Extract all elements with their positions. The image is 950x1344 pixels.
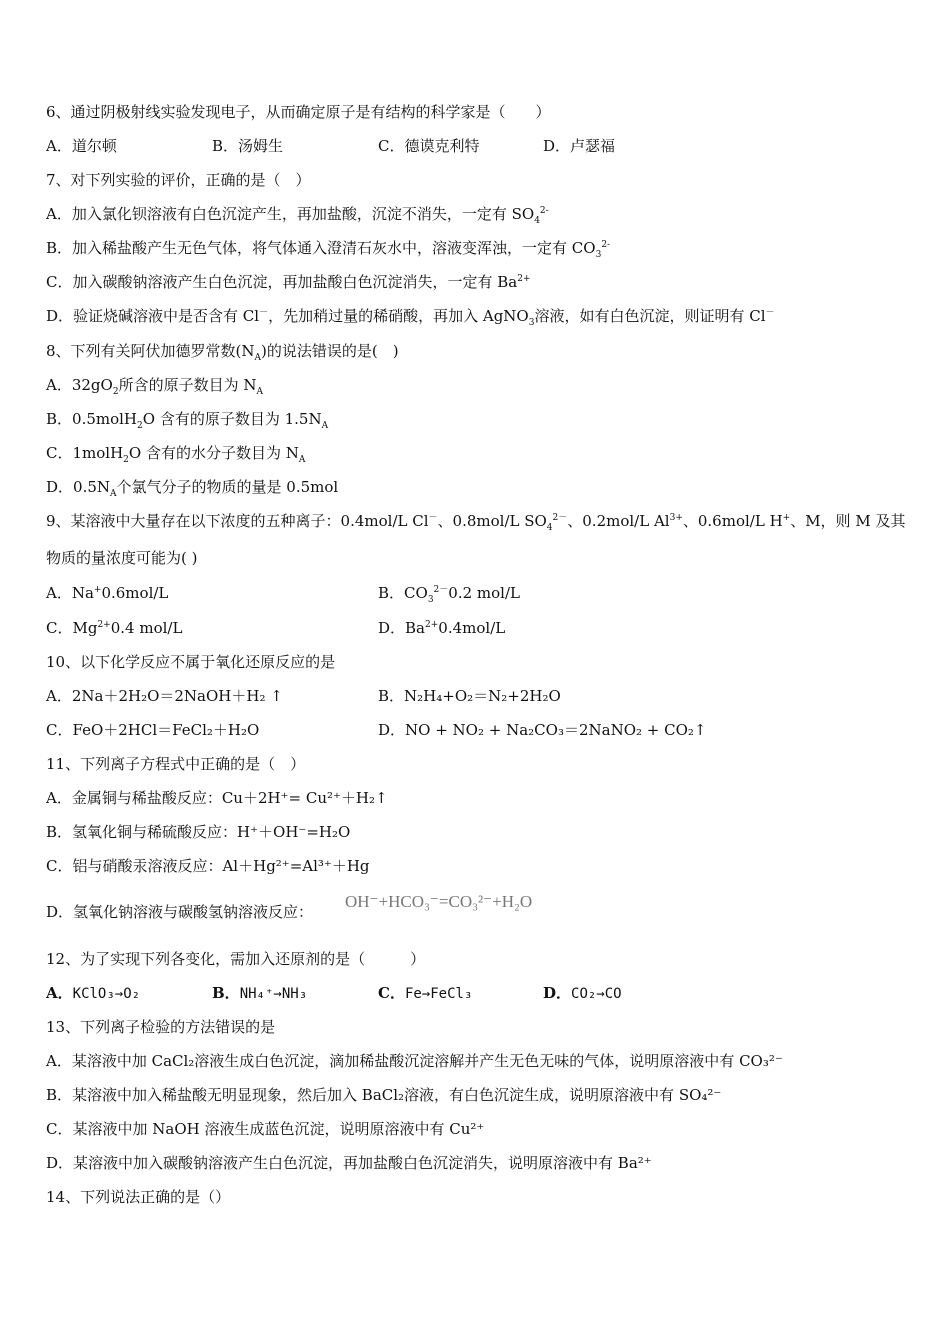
- q12-option-c: C．Fe→FeCl₃: [378, 984, 473, 1002]
- q13-option-a: A．某溶液中加 CaCl₂溶液生成白色沉淀，滴加稀盐酸沉淀溶解并产生无色无味的气体，说明原溶液中有 CO₃²⁻: [46, 1052, 783, 1070]
- question-9-stem: 9、某溶液中大量存在以下浓度的五种离子：0.4mol/L Cl－、0.8mol/L $SO_4^{2-}$、0.2mol/L $Al^{3+}$、0.6mol/L H+、M，则 M 及其: [46, 512, 906, 533]
- q10-option-c: C．FeO＋2HCl＝FeCl₂＋H₂O: [46, 721, 260, 739]
- q10-option-b: B．N₂H₄+O₂＝N₂+2H₂O: [378, 687, 561, 705]
- q8-option-a: A．$32gO_2$所含的原子数目为 $N_A$: [46, 376, 263, 397]
- q8-option-d: D．$0.5N_A$个氯气分子的物质的量是 0.5mol: [46, 478, 339, 499]
- q6-option-b: B．汤姆生: [212, 137, 284, 155]
- q8-option-b: B．0.5molH$_2$O 含有的原子数目为 $1.5N_A$: [46, 410, 329, 431]
- question-11-stem: 11、下列离子方程式中正确的是（ ）: [46, 755, 306, 773]
- question-14-stem: 14、下列说法正确的是（）: [46, 1188, 231, 1206]
- q13-option-c: C．某溶液中加 NaOH 溶液生成蓝色沉淀，说明原溶液中有 Cu²⁺: [46, 1120, 485, 1138]
- q11-option-c: C．铝与硝酸汞溶液反应：Al＋Hg²⁺=Al³⁺＋Hg: [46, 857, 370, 875]
- q10-option-a: A．2Na＋2H₂O＝2NaOH＋H₂ ↑: [46, 687, 283, 705]
- q11-option-d-formula: OH⁻+HCO₃⁻=CO₃²⁻+H₂O: [345, 892, 533, 911]
- q11-option-a: A．金属铜与稀盐酸反应：Cu＋2H⁺= Cu²⁺＋H₂↑: [46, 789, 388, 807]
- q7-option-c: C．加入碳酸钠溶液产生白色沉淀，再加盐酸白色沉淀消失，一定有 $Ba^{2+}$: [46, 273, 531, 291]
- q12-option-d: D．CO₂→CO: [543, 984, 622, 1002]
- q9-option-b: B．$CO_3^{2-}0.2$ mol/L: [378, 584, 520, 605]
- q13-option-d: D．某溶液中加入碳酸钠溶液产生白色沉淀，再加盐酸白色沉淀消失，说明原溶液中有 Ba²⁺: [46, 1154, 652, 1172]
- q7-option-d: D．验证烧碱溶液中是否含有 Cl－，先加稍过量的稀硝酸，再加入 AgNO$_3$溶液，如有白色沉淀，则证明有 Cl－: [46, 307, 775, 328]
- q12-option-a: A．KClO₃→O₂: [46, 984, 141, 1002]
- q10-option-d: D．NO + NO₂ + Na₂CO₃＝2NaNO₂ + CO₂↑: [378, 721, 707, 739]
- question-6-stem: 6、通过阴极射线实验发现电子，从而确定原子是有结构的科学家是（ ）: [46, 103, 551, 121]
- question-10-stem: 10、以下化学反应不属于氧化还原反应的是: [46, 653, 336, 671]
- q7-option-a: A．加入氯化钡溶液有白色沉淀产生，再加盐酸，沉淀不消失，一定有 $SO_4^{2-}$: [46, 205, 549, 226]
- question-9-stem-line2: 物质的量浓度可能为( ): [46, 549, 198, 567]
- q7-option-b: B．加入稀盐酸产生无色气体，将气体通入澄清石灰水中，溶液变浑浊，一定有 $CO_3^{2-}$: [46, 239, 611, 260]
- q6-option-c: C．德谟克利特: [378, 137, 480, 155]
- question-12-stem: 12、为了实现下列各变化，需加入还原剂的是（ ）: [46, 950, 426, 968]
- q6-option-d: D．卢瑟福: [543, 137, 616, 155]
- q6-option-a: A．道尔顿: [46, 137, 117, 155]
- q13-option-b: B．某溶液中加入稀盐酸无明显现象，然后加入 BaCl₂溶液，有白色沉淀生成，说明原溶液中有 SO₄²⁻: [46, 1086, 722, 1104]
- q9-option-d: D．$Ba^{2+}0.4mol/L$: [378, 619, 506, 637]
- question-13-stem: 13、下列离子检验的方法错误的是: [46, 1018, 276, 1036]
- q11-option-d: D．氢氧化钠溶液与碳酸氢钠溶液反应：: [46, 903, 314, 921]
- q11-option-b: B．氢氧化铜与稀硫酸反应：H⁺＋OH⁻=H₂O: [46, 823, 351, 841]
- q8-option-c: C．1molH$_2$O 含有的水分子数目为 $N_A$: [46, 444, 306, 465]
- q9-option-c: C．$Mg^{2+}0.4$ mol/L: [46, 619, 183, 637]
- question-8-stem: 8、下列有关阿伏加德罗常数$(N_A)$的说法错误的是( ): [46, 342, 399, 363]
- q12-option-b: B．NH₄⁺→NH₃: [212, 984, 308, 1002]
- question-7-stem: 7、对下列实验的评价，正确的是（ ）: [46, 171, 311, 189]
- q9-option-a: A．Na+0.6mol/L: [46, 584, 169, 602]
